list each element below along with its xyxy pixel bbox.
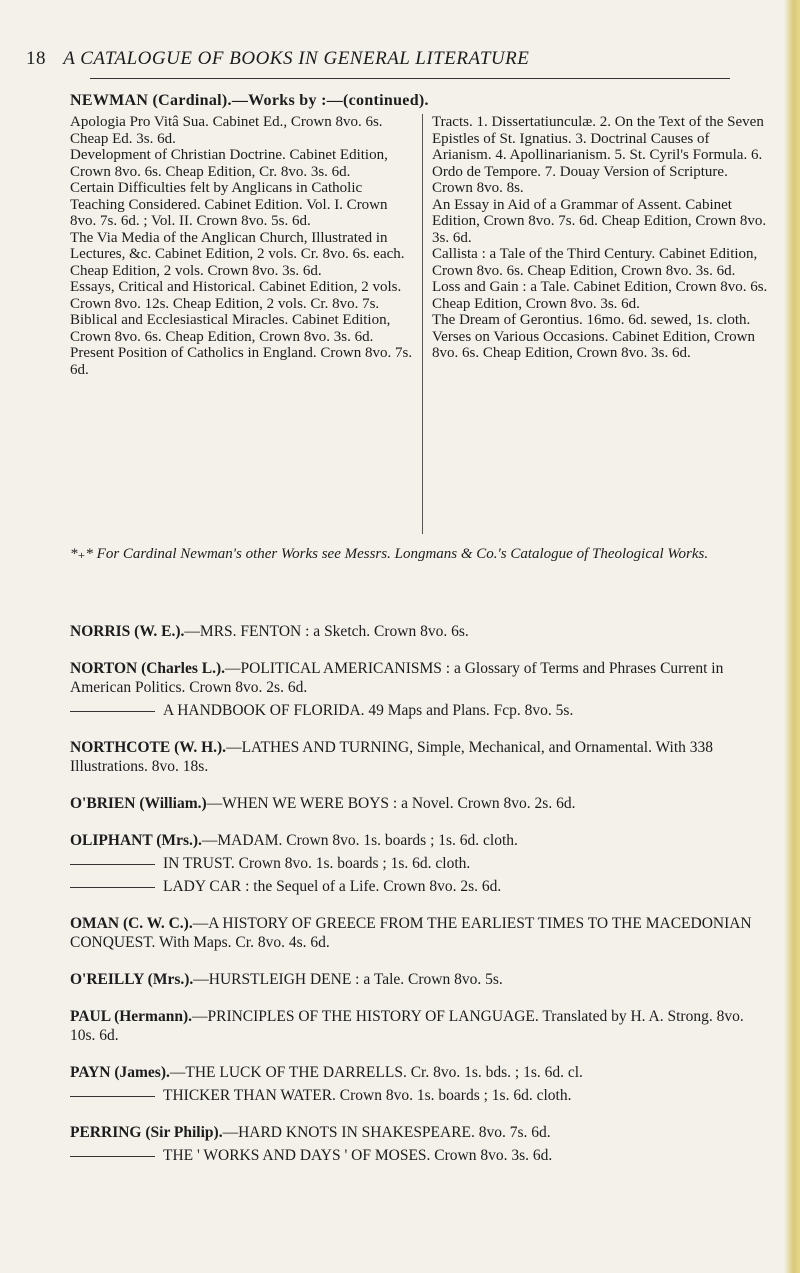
- entry-text: —MRS. FENTON : a Sketch. Crown 8vo. 6s.: [184, 623, 469, 640]
- entry-text: IN TRUST. Crown 8vo. 1s. boards ; 1s. 6d. cloth.: [163, 855, 471, 872]
- newman-right-entry: Verses on Various Occasions. Cabinet Edition, Crown 8vo. 6s. Cheap Edition, Crown 8vo. 3s. 6d.: [432, 328, 756, 361]
- entry-text: —HARD KNOTS IN SHAKESPEARE. 8vo. 7s. 6d.: [222, 1124, 551, 1141]
- entry-author: O'BRIEN (William.): [70, 795, 207, 812]
- catalogue-entry: [70, 1063, 770, 1082]
- running-header: [26, 48, 529, 70]
- newman-right-column: [432, 114, 770, 362]
- catalogue-entry: [70, 831, 770, 850]
- ditto-dash: [70, 1096, 155, 1097]
- entry-author: PAUL (Hermann).: [70, 1008, 192, 1025]
- newman-left-entry: The Via Media of the Anglican Church, Illustrated in Lectures, &c. Cabinet Edition, 2 vols. Cr. 8vo. 6s. each. Cheap Edition, 2 vols. Crown 8vo. 3s. 6d.: [70, 229, 405, 279]
- newman-right-entry: Loss and Gain : a Tale. Cabinet Edition, Crown 8vo. 6s. Cheap Edition, Crown 8vo. 3s. 6d.: [432, 279, 768, 312]
- entry-author: OLIPHANT (Mrs.).: [70, 832, 202, 849]
- newman-left-entry: Certain Difficulties felt by Anglicans in Catholic Teaching Considered. Cabinet Edition. Vol. I. Crown 8vo. 7s. 6d. ; Vol. II. Crown 8vo. 5s. 6d.: [70, 180, 388, 229]
- newman-right-entry: Tracts. 1. Dissertatiunculæ. 2. On the Text of the Seven Epistles of St. Ignatius. 3. Doctrinal Causes of Arianism. 4. Apollinarianism. 5. St. Cyril's Formula. 6. Ordo de Tempore. 7. Douay Version of Scripture. Crown 8vo. 8s.: [432, 114, 764, 196]
- entry-text: A HANDBOOK OF FLORIDA. 49 Maps and Plans. Fcp. 8vo. 5s.: [163, 702, 574, 719]
- entry-text: —POLITICAL AMERICANISMS : a Glossary of Terms and Phrases Current in American Politics. Crown 8vo. 2s. 6d.: [70, 660, 724, 696]
- entry-text: —THE LUCK OF THE DARRELLS. Cr. 8vo. 1s. bds. ; 1s. 6d. cl.: [169, 1064, 583, 1081]
- newman-left-entry: Apologia Pro Vitâ Sua. Cabinet Ed., Crown 8vo. 6s. Cheap Ed. 3s. 6d.: [70, 114, 383, 147]
- entry-author: O'REILLY (Mrs.).: [70, 971, 194, 988]
- newman-left-column: [70, 114, 415, 378]
- ditto-dash: [70, 711, 155, 712]
- column-divider: [422, 114, 423, 534]
- catalogue-entries: [70, 604, 770, 1165]
- newman-left-entry: Development of Christian Doctrine. Cabinet Edition, Crown 8vo. 6s. Cheap Edition, Cr. 8vo. 3s. 6d.: [70, 147, 388, 180]
- newman-heading: NEWMAN (Cardinal).—Works by :—(continued).: [70, 92, 429, 109]
- newman-right-entry: The Dream of Gerontius. 16mo. 6d. sewed, 1s. cloth.: [432, 312, 751, 328]
- catalogue-entry: [70, 738, 770, 776]
- page-number: 18: [26, 48, 46, 69]
- newman-left-entry: Present Position of Catholics in England. Crown 8vo. 7s. 6d.: [70, 345, 413, 378]
- entry-text: —PRINCIPLES OF THE HISTORY OF LANGUAGE. Translated by H. A. Strong. 8vo. 10s. 6d.: [70, 1008, 744, 1044]
- entry-text: —HURSTLEIGH DENE : a Tale. Crown 8vo. 5s.: [193, 971, 503, 988]
- entry-text: —MADAM. Crown 8vo. 1s. boards ; 1s. 6d. cloth.: [201, 832, 518, 849]
- entry-text: —LATHES AND TURNING, Simple, Mechanical, and Ornamental. With 338 Illustrations. 8vo. 18s.: [70, 739, 714, 775]
- ditto-dash: [70, 1156, 155, 1157]
- newman-right-entry: Callista : a Tale of the Third Century. Cabinet Edition, Crown 8vo. 6s. Cheap Edition, Crown 8vo. 3s. 6d.: [432, 246, 758, 279]
- entry-author: NORRIS (W. E.).: [70, 623, 185, 640]
- ditto-dash: [70, 887, 155, 888]
- page-title: A CATALOGUE OF BOOKS IN GENERAL LITERATURE: [63, 48, 530, 69]
- entry-author: OMAN (C. W. C.).: [70, 915, 193, 932]
- newman-note: *₊* For Cardinal Newman's other Works see Messrs. Longmans & Co.'s Catalogue of Theological Works.: [70, 546, 709, 562]
- catalogue-entry: [70, 854, 770, 873]
- catalogue-entry: [70, 1146, 770, 1165]
- entry-text: —WHEN WE WERE BOYS : a Novel. Crown 8vo. 2s. 6d.: [206, 795, 576, 812]
- ditto-dash: [70, 864, 155, 865]
- page-edge: [784, 0, 800, 1273]
- newman-left-entry: Biblical and Ecclesiastical Miracles. Cabinet Edition, Crown 8vo. 6s. Cheap Edition, Crown 8vo. 3s. 6d.: [70, 312, 391, 345]
- entry-author: PERRING (Sir Philip).: [70, 1124, 223, 1141]
- entry-author: NORTHCOTE (W. H.).: [70, 739, 227, 756]
- catalogue-entry: [70, 1086, 770, 1105]
- catalogue-entry: [70, 659, 770, 697]
- entry-text: THE ' WORKS AND DAYS ' OF MOSES. Crown 8vo. 3s. 6d.: [163, 1147, 553, 1164]
- catalogue-entry: [70, 701, 770, 720]
- entry-text: THICKER THAN WATER. Crown 8vo. 1s. boards ; 1s. 6d. cloth.: [163, 1087, 572, 1104]
- catalogue-entry: [70, 794, 770, 813]
- entry-author: NORTON (Charles L.).: [70, 660, 226, 677]
- catalogue-entry: [70, 622, 770, 641]
- catalogue-entry: [70, 970, 770, 989]
- entry-text: LADY CAR : the Sequel of a Life. Crown 8vo. 2s. 6d.: [163, 878, 502, 895]
- entry-text: —A HISTORY OF GREECE FROM THE EARLIEST TIMES TO THE MACEDONIAN CONQUEST. With Maps. Cr. 8vo. 4s. 6d.: [70, 915, 752, 951]
- catalogue-entry: [70, 1123, 770, 1142]
- entry-author: PAYN (James).: [70, 1064, 170, 1081]
- catalogue-entry: [70, 914, 770, 952]
- newman-left-entry: Essays, Critical and Historical. Cabinet Edition, 2 vols. Crown 8vo. 12s. Cheap Edition, 2 vols. Cr. 8vo. 7s.: [70, 279, 402, 312]
- catalogue-entry: [70, 1007, 770, 1045]
- newman-right-entry: An Essay in Aid of a Grammar of Assent. Cabinet Edition, Crown 8vo. 7s. 6d. Cheap Edition, Crown 8vo. 3s. 6d.: [432, 196, 767, 246]
- header-rule: [90, 78, 730, 79]
- catalogue-entry: [70, 877, 770, 896]
